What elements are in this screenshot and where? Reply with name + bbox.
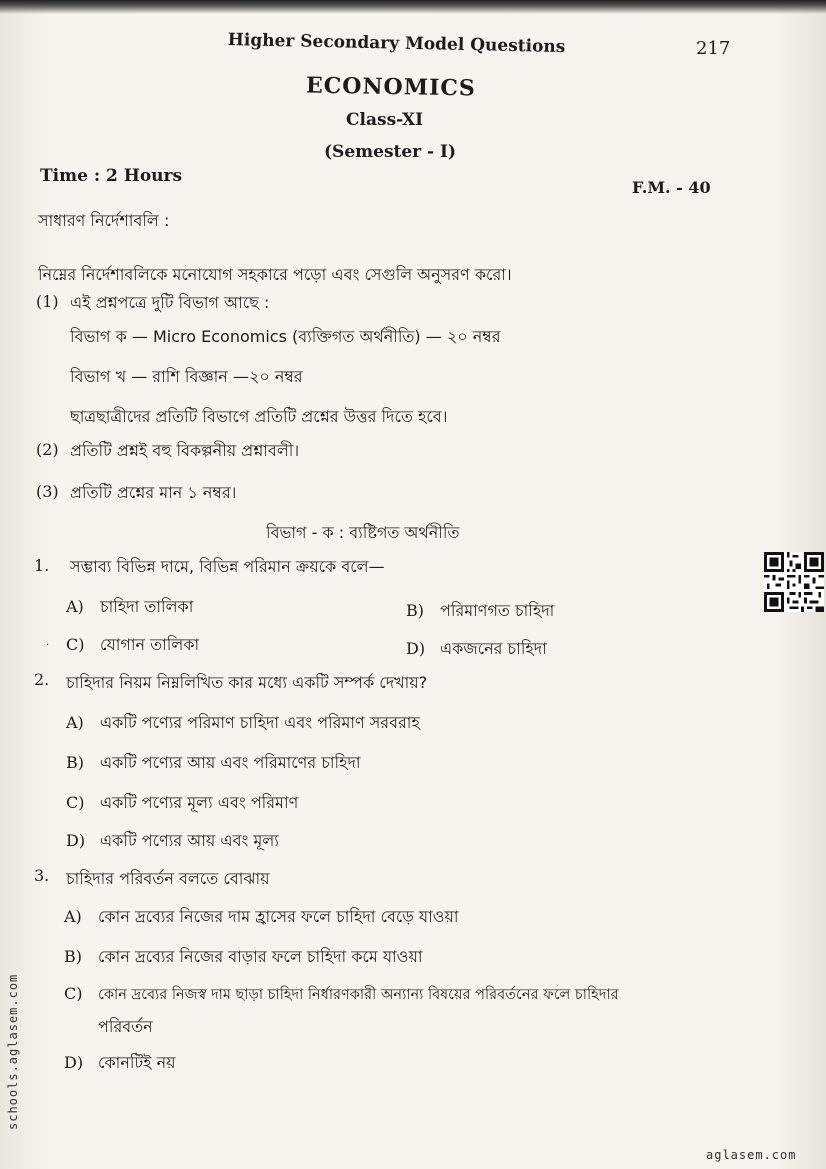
option-label: A) — [64, 907, 82, 926]
option-text: কোন দ্রব্যের নিজের বাড়ার ফলে চাহিদা কমে যাওয়া — [98, 947, 423, 966]
question-text: চাহিদার পরিবর্তন বলতে বোঝায় — [66, 869, 270, 888]
option-text: একটি পণ্যের পরিমাণ চাহিদা এবং পরিমাণ সরবরাহ — [100, 713, 420, 732]
series-title: Higher Secondary Model Questions — [227, 30, 566, 58]
option-label: D) — [406, 639, 426, 658]
rule-detail-line: বিভাগ খ — রাশি বিজ্ঞান —২০ নম্বর — [70, 367, 303, 386]
qr-code-icon — [764, 552, 824, 612]
option — [66, 594, 193, 621]
class-label: Class-XI — [346, 110, 424, 130]
rule-detail-line: ছাত্রছাত্রীদের প্রতিটি বিভাগে প্রতিটি প্রশ্নের উত্তর দিতে হবে। — [70, 407, 448, 426]
rule-detail-line: বিভাগ ক — Micro Economics (ব্যক্তিগত অর্থনীতি) — ২০ নম্বর — [70, 327, 501, 346]
option-label: C) — [66, 793, 85, 812]
option-label: A) — [66, 597, 84, 616]
option-text: একটি পণ্যের মূল্য এবং পরিমাণ — [100, 793, 299, 812]
option-label: B) — [64, 947, 82, 966]
option-label: A) — [66, 713, 84, 732]
question-number: 2. — [34, 670, 50, 689]
option — [64, 1050, 176, 1077]
question-number: 3. — [34, 866, 50, 885]
option-text: কোনটিই নয় — [98, 1053, 176, 1072]
option-label: B) — [406, 601, 424, 620]
rule-number: (2) — [36, 440, 59, 459]
option-label: D) — [66, 831, 86, 850]
option-text: চাহিদা তালিকা — [100, 597, 194, 616]
option — [64, 944, 423, 971]
option-text: পরিমাণগত চাহিদা — [440, 601, 555, 620]
full-marks-label: F.M. - 40 — [632, 178, 711, 197]
option — [406, 636, 547, 663]
question-number: 1. — [34, 556, 50, 575]
option-text: যোগান তালিকা — [100, 635, 200, 654]
option — [406, 598, 554, 625]
option — [64, 984, 619, 1008]
subject-title: ECONOMICS — [305, 72, 476, 102]
semester-label: (Semester - I) — [324, 142, 457, 162]
side-watermark: schools.aglasem.com — [6, 973, 20, 1130]
rule-number: (3) — [36, 482, 59, 501]
option — [66, 828, 279, 855]
rule-text: এই প্রশ্নপত্রে দুটি বিভাগ আছে : — [70, 293, 270, 312]
option-label: B) — [66, 753, 84, 772]
question-text: সম্ভাব্য বিভিন্ন দামে, বিভিন্ন পরিমান ক্রয়কে বলে— — [70, 557, 385, 576]
option-label: C) — [66, 635, 85, 654]
stray-mark: · — [46, 640, 50, 651]
scan-edge-shadow — [0, 0, 826, 14]
rule-text: প্রতিটি প্রশ্নের মান ১ নম্বর। — [70, 483, 237, 502]
option — [66, 790, 298, 817]
option — [64, 904, 459, 931]
option-text: একটি পণ্যের আয় এবং পরিমাণের চাহিদা — [100, 753, 361, 772]
question-text: চাহিদার নিয়ম নিম্নলিখিত কার মধ্যে একটি সম্পর্ক দেখায়? — [66, 673, 428, 692]
instructions-intro: নিম্নের নির্দেশাবলিকে মনোযোগ সহকারে পড়ো এবং সেগুলি অনুসরণ করো। — [38, 265, 512, 284]
option — [66, 710, 420, 737]
rule-number: (1) — [36, 292, 59, 311]
option-text-continuation: পরিবর্তন — [98, 1017, 153, 1036]
option-label: C) — [64, 984, 83, 1003]
option-text: কোন দ্রব্যের নিজস্ব দাম ছাড়া চাহিদা নির্ধারণকারী অন্যান্য বিষয়ের পরিবর্তনের ফলে চাহিদার — [98, 987, 619, 1003]
option-text: কোন দ্রব্যের নিজের দাম হ্রাসের ফলে চাহিদা বেড়ে যাওয়া — [98, 907, 459, 926]
option — [66, 750, 361, 777]
section-title: বিভাগ - ক : ব্যষ্টিগত অর্থনীতি — [266, 523, 460, 542]
page-number: 217 — [696, 38, 731, 59]
option-text: একটি পণ্যের আয় এবং মূল্য — [100, 831, 279, 850]
bottom-watermark: aglasem.com — [706, 1148, 797, 1162]
option-label: D) — [64, 1053, 84, 1072]
option-text: একজনের চাহিদা — [440, 639, 547, 658]
instructions-heading: সাধারণ নির্দেশাবলি : — [38, 211, 170, 230]
option — [66, 632, 199, 659]
time-label: Time : 2 Hours — [40, 166, 183, 186]
rule-text: প্রতিটি প্রশ্নই বহু বিকল্পনীয় প্রশ্নাবলী। — [70, 441, 300, 460]
